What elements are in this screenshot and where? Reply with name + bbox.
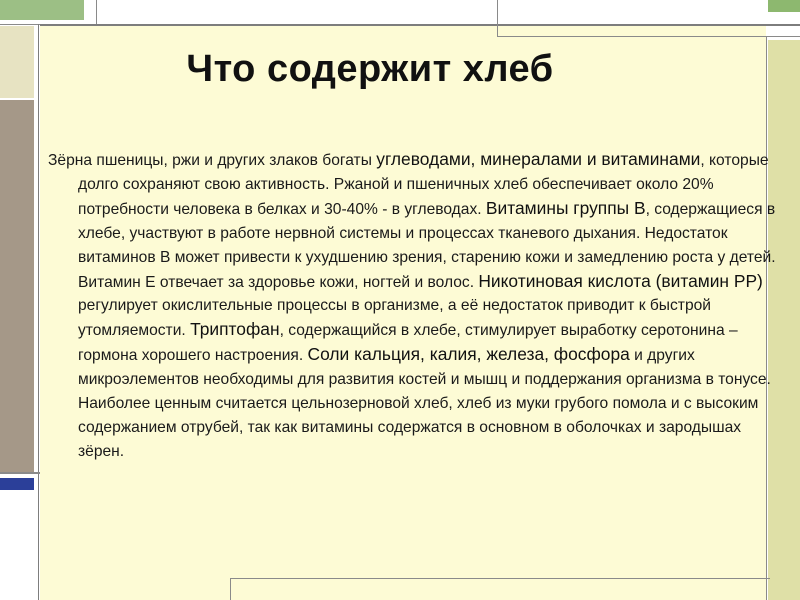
divider-line (40, 24, 800, 26)
divider-line (497, 36, 800, 37)
text-segment: Зёрна пшеницы, ржи и других злаков богаты (48, 152, 377, 169)
body-paragraph (48, 148, 790, 464)
divider-line (230, 578, 770, 579)
text-segment: и других микроэлементов необходимы для развития костей и мышц и поддержания организма в тонусе. Наиболее ценным считается цельнозерновой хлеб, хлеб из муки грубого помола и с высоким содержанием отрубей, так как витамины содержатся в основном в оболочках и зародышах зёрен. (78, 347, 771, 460)
decor-green-block-right (768, 0, 800, 12)
decor-green-block-top (0, 0, 84, 20)
divider-line (230, 578, 231, 600)
decor-blue-block (0, 478, 34, 490)
text-segment: , содержащиеся в хлебе, участвуют в работе нервной системы и процессах тканевого дыхания. Недостаток витаминов В может привести к ухудшению зрения, старению кожи и замедлению роста у детей. Витамин Е отвечает за здоровье кожи, ногтей и волос. (78, 200, 776, 291)
highlighted-term: углеводами, минералами и витаминами (376, 149, 701, 169)
divider-line (96, 0, 97, 24)
highlighted-term: Никотиновая кислота (витамин РР) (478, 270, 763, 291)
text-segment: , содержащийся в хлебе, стимулирует выработку серотонина – гормона хорошего настроения. (78, 322, 738, 365)
divider-line (38, 24, 39, 600)
text-segment: 30-40% - в углеводах. (324, 200, 486, 218)
highlighted-term: Соли кальция, калия, железа, фосфора (307, 344, 630, 365)
highlighted-term: Витамины группы В (485, 197, 646, 218)
divider-line (497, 0, 498, 36)
decor-brown-block (0, 100, 34, 472)
divider-line (0, 472, 40, 474)
text-segment: , которые долго сохраняют свою активность. Ржаной и пшеничных хлеб обеспечивает около 20% потребности человека в белках и (78, 152, 769, 218)
highlighted-term: Триптофан (190, 319, 280, 340)
text-segment: регулирует окислительные процессы в организме, а её недостаток приводит к быстрой утомляемости. (78, 297, 712, 340)
slide-title: Что содержит хлеб (186, 48, 554, 90)
